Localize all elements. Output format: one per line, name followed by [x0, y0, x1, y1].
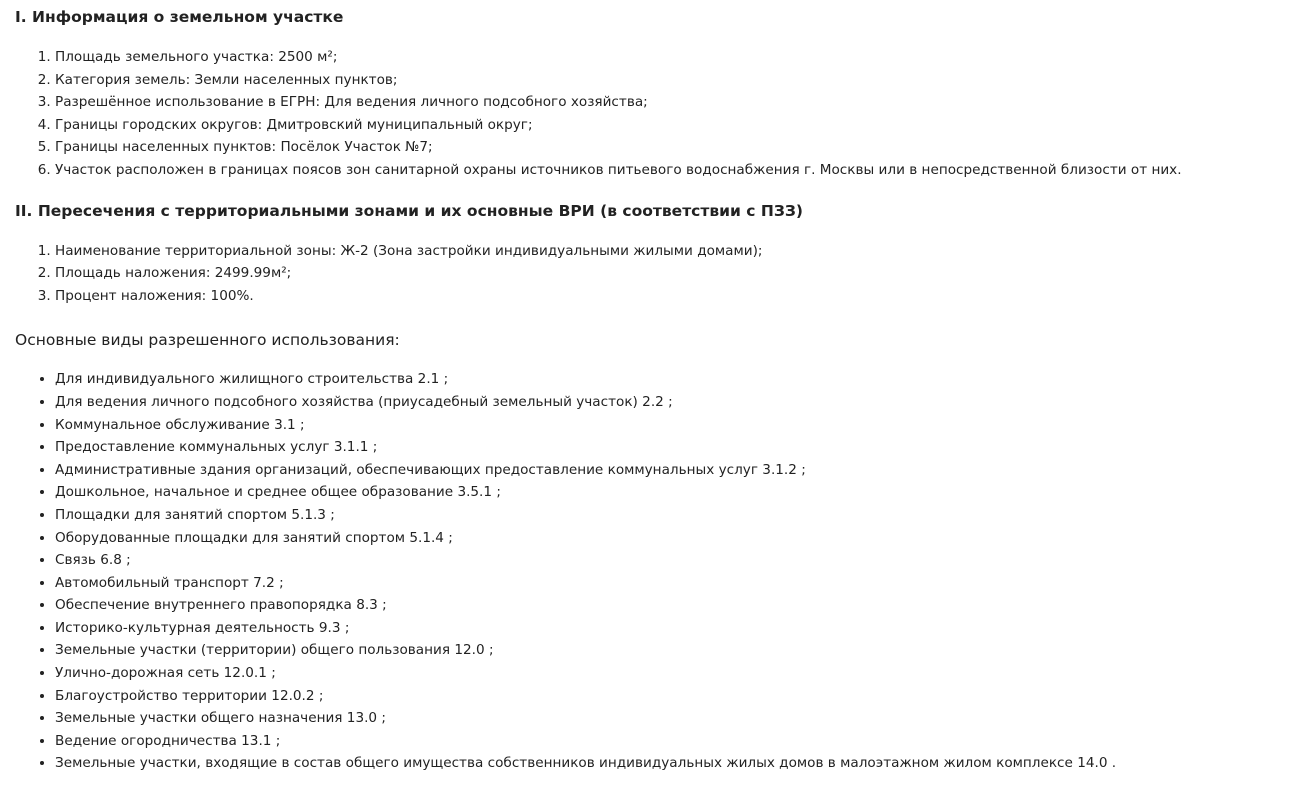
list-item: • Улично-дорожная сеть 12.0.1 ; [55, 662, 1290, 685]
list-item: 1. Площадь земельного участка: 2500 м²; [55, 46, 1290, 69]
section-2-title: II. Пересечения с территориальными зонами и их основные ВРИ (в соответствии с ПЗЗ) [15, 201, 803, 220]
list-item: • Площадки для занятий спортом 5.1.3 ; [55, 504, 1290, 527]
list-item: • Коммунальное обслуживание 3.1 ; [55, 414, 1290, 437]
list-item: • Для ведения личного подсобного хозяйства (приусадебный земельный участок) 2.2 ; [55, 391, 1290, 414]
list-item: 3. Процент наложения: 100%. [55, 285, 1290, 308]
list-item: 5. Границы населенных пунктов: Посёлок Участок №7; [55, 136, 1290, 159]
section-1-title: I. Информация о земельном участке [15, 8, 344, 26]
list-item: 2. Площадь наложения: 2499.99м²; [55, 262, 1290, 285]
list-item: • Связь 6.8 ; [55, 549, 1290, 572]
list-item: 4. Границы городских округов: Дмитровский муниципальный округ; [55, 114, 1290, 137]
vri-heading: Основные виды разрешенного использования: [15, 331, 400, 350]
list-item: • Обеспечение внутреннего правопорядка 8.3 ; [55, 594, 1290, 617]
zone-overlap-list [15, 240, 1290, 308]
list-item: • Административные здания организаций, обеспечивающих предоставление коммунальных услуг 3.1.2 ; [55, 459, 1290, 482]
list-item: 3. Разрешённое использование в ЕГРН: Для ведения личного подсобного хозяйства; [55, 91, 1290, 114]
list-item: 6. Участок расположен в границах поясов зон санитарной охраны источников питьевого водоснабжения г. Москвы или в непосредственной близости от них. [55, 159, 1290, 182]
list-item: • Предоставление коммунальных услуг 3.1.1 ; [55, 436, 1290, 459]
list-item: 1. Наименование территориальной зоны: Ж-2 (Зона застройки индивидуальными жилыми домами); [55, 240, 1290, 263]
list-item: • Автомобильный транспорт 7.2 ; [55, 572, 1290, 595]
list-item: 2. Категория земель: Земли населенных пунктов; [55, 69, 1290, 92]
list-item: • Благоустройство территории 12.0.2 ; [55, 685, 1290, 708]
list-item: • Ведение огородничества 13.1 ; [55, 730, 1290, 753]
list-item: • Оборудованные площадки для занятий спортом 5.1.4 ; [55, 527, 1290, 550]
list-item: • Историко-культурная деятельность 9.3 ; [55, 617, 1290, 640]
list-item: • Земельные участки (территории) общего пользования 12.0 ; [55, 639, 1290, 662]
vri-list [15, 368, 1290, 775]
list-item: • Для индивидуального жилищного строительства 2.1 ; [55, 368, 1290, 391]
list-item: • Земельные участки, входящие в состав общего имущества собственников индивидуальных жилых домов в малоэтажном жилом комплексе 14.0 . [55, 752, 1290, 775]
list-item: • Дошкольное, начальное и среднее общее образование 3.5.1 ; [55, 481, 1290, 504]
list-item: • Земельные участки общего назначения 13.0 ; [55, 707, 1290, 730]
land-info-list [15, 46, 1290, 182]
